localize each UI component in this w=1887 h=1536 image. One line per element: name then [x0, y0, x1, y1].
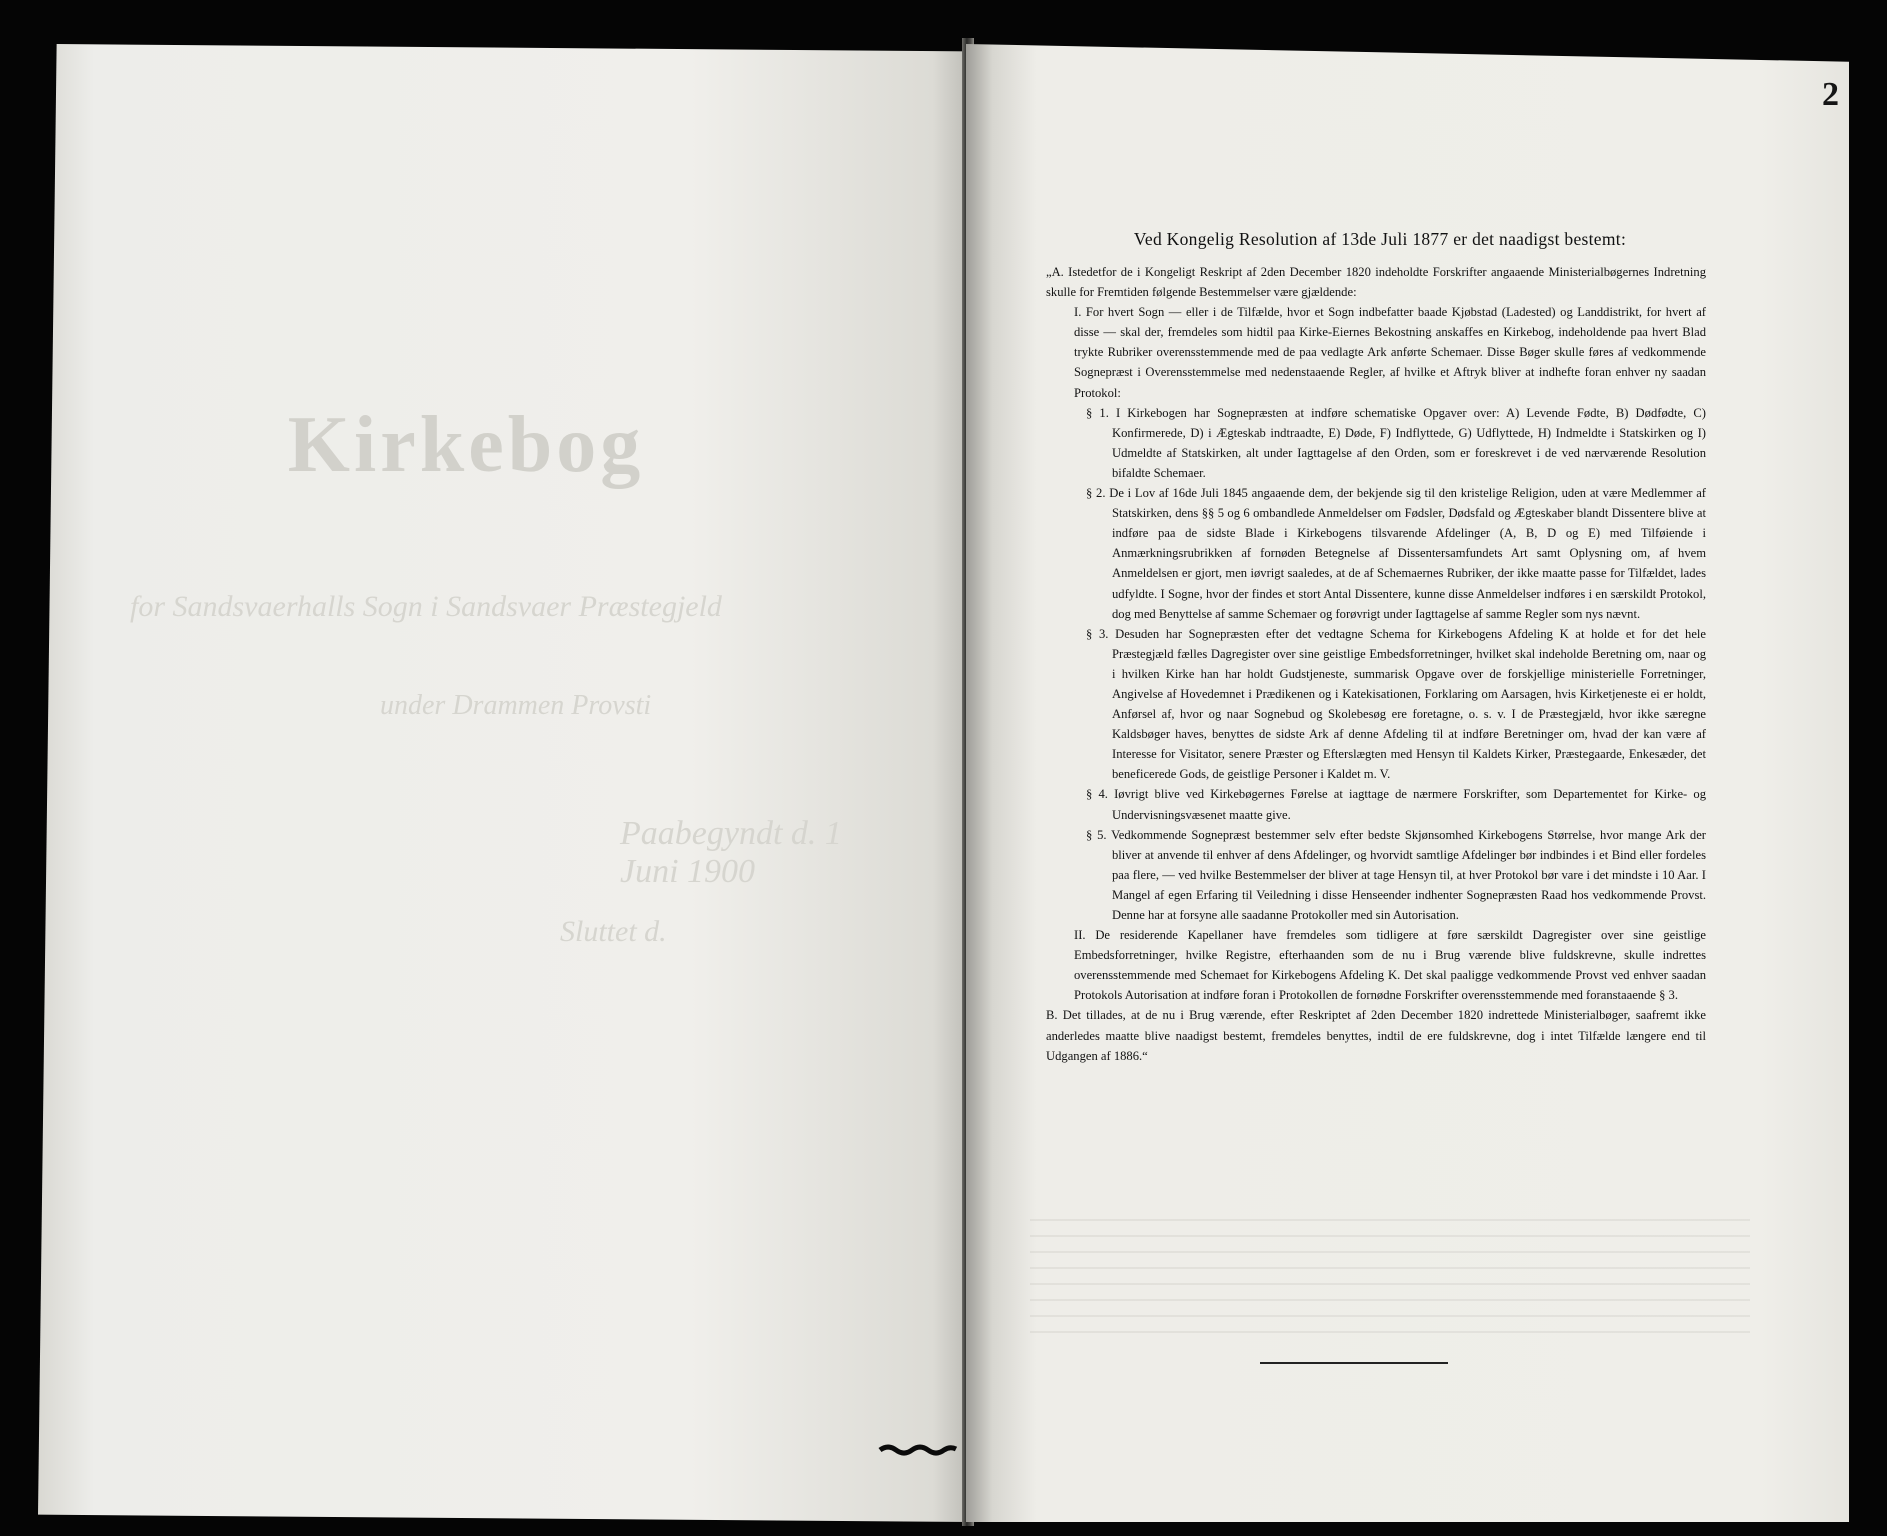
resolution-paragraph: § 4. Iøvrigt blive ved Kirkebøgernes Førelse at iagttage de nærmere Forskrifter, som Departementet for Kirke- og Undervisningsvæsenet maatte give.	[1086, 787, 1706, 822]
faded-parish-line: for Sandsvaerhalls Sogn i Sandsvaer Præstegjeld	[130, 590, 722, 623]
binding-stitch	[878, 1443, 958, 1457]
resolution-paragraph: § 5. Vedkommende Sognepræst bestemmer selv efter bedste Skjønsomhed Kirkebogens Størrelse, hvor mange Ark der bliver at anvende til enhver af dens Afdelinger, og hvorvidt samtlige Afdelinger bør indbindes i et Bind eller fordeles paa flere, — ved hvilke Bestemmelser der bliver at tage Hensyn til, at hver Protokol bør vare i det mindste i 10 Aar. I Mangel af egen Erfaring til Veiledning i disse Henseender indhenter Sognepræsten Raad hos vedkommende Provst. Denne har at forsyne alle saadanne Protokoller med sin Autorisation.	[1086, 827, 1706, 922]
separator-line	[1260, 1362, 1448, 1364]
resolution-paragraph: B. Det tillades, at de nu i Brug værende, efter Reskriptet af 2den December 1820 indrettede Ministerialbøger, saafremt ikke anderledes maatte blive naadigst bestemt, fremdeles benyttes, indtil de ere fuldskrevne, dog i intet Tilfælde længere end til Udgangen af 1886.“	[1046, 1008, 1706, 1063]
page-number: 2	[1822, 76, 1839, 113]
left-page	[38, 44, 970, 1522]
resolution-paragraph: „A. Istedetfor de i Kongeligt Reskript af 2den December 1820 indeholdte Forskrifter angaaende Ministerialbøgernes Indretning skulle for Fremtiden følgende Bestemmelser være gjældende:	[1046, 265, 1706, 300]
resolution-body	[1046, 262, 1706, 1066]
faded-ended-line: Sluttet d.	[560, 915, 667, 948]
faded-begun-line: Paabegyndt d. 1 Juni 1900	[620, 815, 842, 890]
resolution-paragraph: § 3. Desuden har Sognepræsten efter det vedtagne Schema for Kirkebogens Afdeling K at holde et for det hele Præstegjæld fælles Dagregister over sine geistlige Embedsforretninger, hvilket skal indeholde Beretning om, naar og i hvilken Kirke han har holdt Gudstjeneste, summarisk Opgave over de forskjellige ministerielle Forretninger, Angivelse af Hovedemnet i Prædikenen og i Katekisationen, Forklaring om Aarsagen, hvis Kirketjeneste ei er holdt, Anførsel af, hvor og naar Sognebud og Skolebesøg ere foretagne, o. s. v. I de Præstegjæld, hvor ikke særegne Kaldsbøger haves, benyttes de sidste Ark af denne Afdeling til at indføre Beretninger om, hvad der kan være af Interesse for Visitator, senere Præster og Efterslægten med Hensyn til Kaldets Kirker, Præstegaarde, Enkesæder, det beneficerede Gods, de geistlige Personer i Kaldet m. V.	[1086, 626, 1706, 782]
resolution-paragraph: § 2. De i Lov af 16de Juli 1845 angaaende dem, der bekjende sig til den kristelige Religion, uden at være Medlemmer af Statskirken, dens §§ 5 og 6 ombandlede Anmeldelser om Fødsler, Dødsfald og Ægteskaber blandt Dissentere blive at indføre paa de sidste Blade i Kirkebogens tilsvarende Afdelinger (A, B, D og E) med Tilføiende i Anmærkningsrubrikken af fornøden Betegnelse af Dissentersamfundets Art samt Oplysning om, af hvem Anmeldelsen er gjort, men iøvrigt saaledes, at de af Schemaernes Rubriker, der ikke maatte passe for Tilfældet, lades udfyldte. I Sogne, hvor der findes et stort Antal Dissentere, kunne disse Anmeldelser indføres i en særskildt Protokol, dog med Benyttelse af samme Schemaer og forøvrigt under Iagttagelse af samme Regler som nys nævnt.	[1086, 486, 1706, 621]
ghost-text-bleed	[1030, 1205, 1750, 1335]
resolution-heading: Ved Kongelig Resolution af 13de Juli 1877 er det naadigst bestemt:	[1133, 229, 1627, 249]
faded-deanery-line: under Drammen Provsti	[380, 690, 652, 721]
resolution-paragraph: § 1. I Kirkebogen har Sognepræsten at indføre schematiske Opgaver over: A) Levende Fødte, B) Dødfødte, C) Konfirmerede, D) i Ægteskab indtraadte, E) Døde, F) Indflyttede, G) Udflyttede, H) Indmeldte i Statskirken og I) Udmeldte af Statskirken, alt under Iagttagelse af den Orden, som er foreskrevet i de ved nærværende Resolution bifaldte Schemaer.	[1086, 405, 1706, 480]
faded-title: Kirkebog	[287, 401, 645, 489]
resolution-paragraph: II. De residerende Kapellaner have fremdeles som tidligere at føre særskildt Dagregister over sine geistlige Embedsforretninger, hvilke Registre, efterhaanden som de nu i Brug værende blive fuldskrevne, skulle indrettes overensstemmende med Schemaet for Kirkebogens Afdeling K. Det skal paaligge vedkommende Provst ved enhver saadan Protokols Autorisation at indføre foran i Protokollen de fornødne Forskrifter overensstemmende med foranstaaende § 3.	[1074, 928, 1706, 1003]
resolution-paragraph: I. For hvert Sogn — eller i de Tilfælde, hvor et Sogn indbefatter baade Kjøbstad (Ladested) og Landdistrikt, for hvert af disse — skal der, fremdeles som hidtil paa Kirke-Eiernes Bekostning anskaffes en Kirkebog, indeholdende paa hvert Blad trykte Rubriker overensstemmende med de paa vedlagte Ark anførte Schemaer. Disse Bøger skulle føres af vedkommende Sognepræst i Overensstemmelse med nedenstaaende Regler, af hvilke et Aftryk bliver at indhefte foran enhver ny saadan Protokol:	[1074, 305, 1706, 400]
